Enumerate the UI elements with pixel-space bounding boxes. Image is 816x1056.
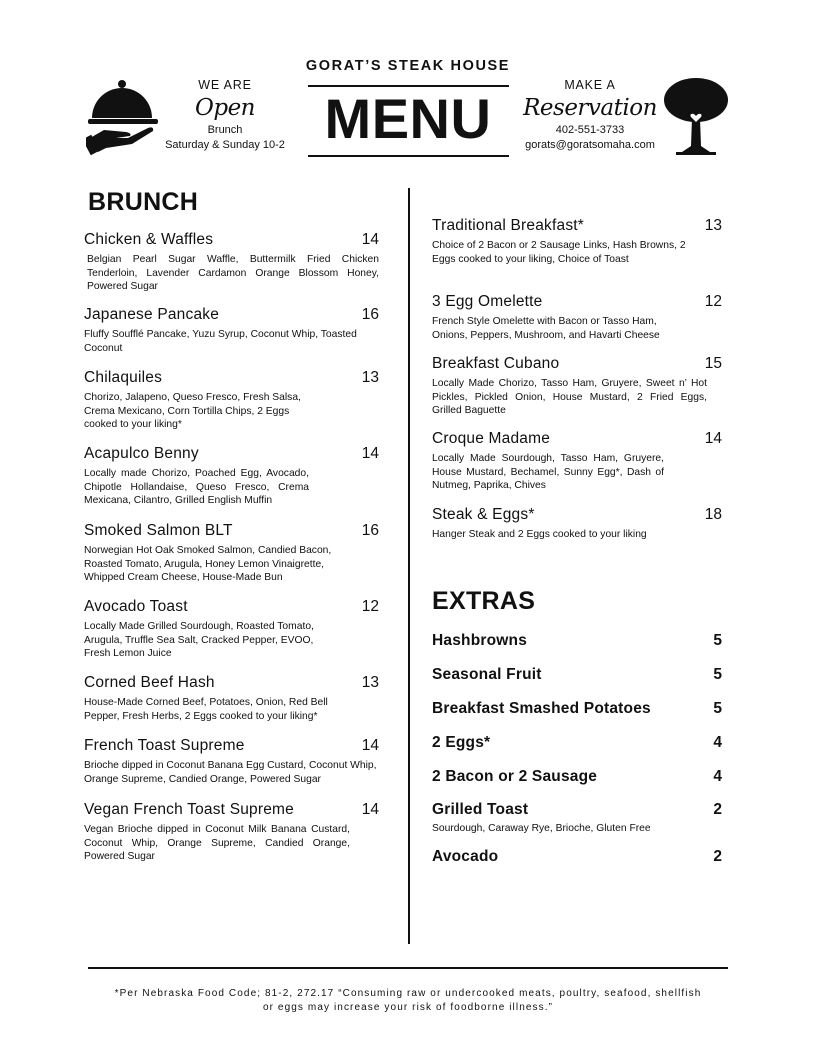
extra-item [432, 632, 722, 650]
reservation-block [520, 78, 660, 153]
item-price: 16 [361, 522, 379, 539]
item-name: Avocado Toast [84, 598, 188, 615]
item-description: Sourdough, Caraway Rye, Brioche, Gluten Free [432, 823, 651, 834]
cloche-serving-hand-icon [86, 78, 162, 156]
item-name: Acapulco Benny [84, 445, 199, 462]
extra-item [432, 848, 722, 866]
menu-item [84, 737, 379, 786]
menu-title: MENU [324, 87, 492, 150]
menu-item [84, 369, 379, 432]
phone-number[interactable]: 402-551-3733 [555, 124, 625, 136]
item-price: 13 [704, 217, 722, 234]
item-price: 4 [713, 734, 722, 751]
item-price: 5 [713, 666, 722, 683]
footnote-line-1: *Per Nebraska Food Code; 81-2, 272.17 “Consuming raw or undercooked meats, poultry, seafood, shellfish [114, 988, 702, 999]
item-name: Chicken & Waffles [84, 231, 214, 248]
item-name: Vegan French Toast Supreme [84, 801, 294, 818]
item-name: Seasonal Fruit [432, 666, 542, 683]
item-name: 3 Egg Omelette [432, 293, 543, 310]
item-price: 4 [713, 768, 722, 785]
menu-item [432, 506, 722, 542]
extra-item [432, 666, 722, 684]
footnote-line-2: or eggs may increase your risk of foodborne illness.” [262, 1001, 554, 1013]
item-name: Chilaquiles [84, 369, 163, 386]
restaurant-name: GORAT’S STEAK HOUSE [305, 58, 511, 74]
menu-item [84, 801, 379, 864]
item-price: 12 [361, 598, 379, 615]
extras-heading: EXTRAS [432, 587, 536, 615]
make-a-label: MAKE A [564, 78, 616, 92]
item-price: 12 [704, 293, 722, 310]
item-price: 14 [361, 231, 379, 248]
item-description: Chorizo, Jalapeno, Queso Fresco, Fresh Salsa, Crema Mexicano, Corn Tortilla Chips, 2 Eggs cooked to your liking* [84, 392, 301, 430]
item-description: Fluffy Soufflé Pancake, Yuzu Syrup, Coconut Whip, Toasted Coconut [84, 329, 357, 354]
menu-item [84, 598, 379, 661]
reservation-script-label: Reservation [523, 95, 657, 121]
item-description: Norwegian Hot Oak Smoked Salmon, Candied Bacon, Roasted Tomato, Arugula, Honey Lemon Vinaigrette, Whipped Cream Cheese, House-Made Bun [84, 545, 332, 583]
item-price: 13 [361, 369, 379, 386]
item-price: 16 [361, 306, 379, 323]
item-description: House-Made Corned Beef, Potatoes, Onion, Red Bell Pepper, Fresh Herbs, 2 Eggs cooked to your liking* [84, 697, 328, 722]
brunch-label: Brunch [207, 124, 243, 136]
brunch-heading: BRUNCH [88, 188, 199, 216]
item-price: 2 [713, 801, 722, 818]
open-script-label: Open [194, 95, 255, 121]
tree-heart-icon [662, 76, 730, 156]
menu-item [84, 674, 379, 723]
menu-bottom-rule [308, 155, 509, 157]
extra-item [432, 734, 722, 752]
extra-item [432, 768, 722, 786]
item-name: Croque Madame [432, 430, 551, 447]
item-price: 14 [704, 430, 722, 447]
item-price: 18 [704, 506, 722, 523]
item-description: Locally made Chorizo, Poached Egg, Avocado, Chipotle Hollandaise, Queso Fresco, Crema Mexicana, Cilantro, Grilled English Muffin [84, 468, 309, 506]
item-price: 15 [704, 355, 722, 372]
extra-item [432, 801, 722, 836]
item-name: 2 Bacon or 2 Sausage [432, 768, 598, 785]
item-price: 13 [361, 674, 379, 691]
item-name: 2 Eggs* [432, 734, 491, 751]
item-description: French Style Omelette with Bacon or Tasso Ham, Onions, Peppers, Mushroom, and Havarti Cheese [432, 316, 660, 341]
item-name: Breakfast Smashed Potatoes [432, 700, 651, 717]
footer-rule [88, 967, 728, 969]
extra-item [432, 700, 722, 718]
email-address[interactable]: gorats@goratsomaha.com [525, 139, 655, 151]
item-description: Brioche dipped in Coconut Banana Egg Custard, Coconut Whip, Orange Supreme, Candied Orange, Powered Sugar [84, 760, 377, 785]
item-price: 14 [361, 445, 379, 462]
item-name: Smoked Salmon BLT [84, 522, 233, 539]
menu-item [432, 217, 722, 266]
menu-item [84, 445, 379, 508]
we-are-label: WE ARE [198, 78, 252, 92]
menu-item [432, 355, 722, 418]
item-description: Locally Made Grilled Sourdough, Roasted Tomato, Arugula, Truffle Sea Salt, Cracked Pepper, EVOO, Fresh Lemon Juice [84, 621, 314, 659]
menu-item [432, 430, 722, 493]
column-divider [408, 188, 410, 944]
item-price: 2 [713, 848, 722, 865]
item-description: Hanger Steak and 2 Eggs cooked to your liking [432, 529, 647, 540]
item-name: Japanese Pancake [84, 306, 220, 323]
menu-item [432, 293, 722, 342]
item-description: Choice of 2 Bacon or 2 Sausage Links, Hash Browns, 2 Eggs cooked to your liking, Choice of Toast [432, 240, 686, 265]
item-name: Traditional Breakfast* [432, 217, 585, 234]
item-name: Corned Beef Hash [84, 674, 215, 691]
item-description: Locally Made Chorizo, Tasso Ham, Gruyere, Sweet n’ Hot Pickles, Pickled Onion, House Mustard, 2 Fried Eggs, Grilled Baguette [432, 378, 707, 416]
item-price: 14 [361, 737, 379, 754]
item-price: 5 [713, 632, 722, 649]
menu-item [84, 522, 379, 585]
item-name: French Toast Supreme [84, 737, 245, 754]
menu-item [84, 231, 379, 294]
item-description: Vegan Brioche dipped in Coconut Milk Banana Custard, Coconut Whip, Orange Supreme, Candied Orange, Powered Sugar [84, 824, 350, 862]
item-price: 14 [361, 801, 379, 818]
item-description: Belgian Pearl Sugar Waffle, Buttermilk Fried Chicken Tenderloin, Lavender Cardamon Orange Blossom Honey, Powered Sugar [87, 254, 379, 292]
item-price: 5 [713, 700, 722, 717]
item-name: Hashbrowns [432, 632, 528, 649]
menu-item [84, 306, 379, 355]
food-code-footnote [90, 987, 726, 1014]
item-name: Grilled Toast [432, 801, 529, 818]
item-description: Locally Made Sourdough, Tasso Ham, Gruyere, House Mustard, Bechamel, Sunny Egg*, Dash of Nutmeg, Paprika, Chives [432, 453, 664, 491]
opening-hours-block [160, 78, 290, 153]
item-name: Steak & Eggs* [432, 506, 535, 523]
brunch-hours: Saturday & Sunday 10-2 [165, 139, 285, 151]
item-name: Avocado [432, 848, 499, 865]
item-name: Breakfast Cubano [432, 355, 560, 372]
